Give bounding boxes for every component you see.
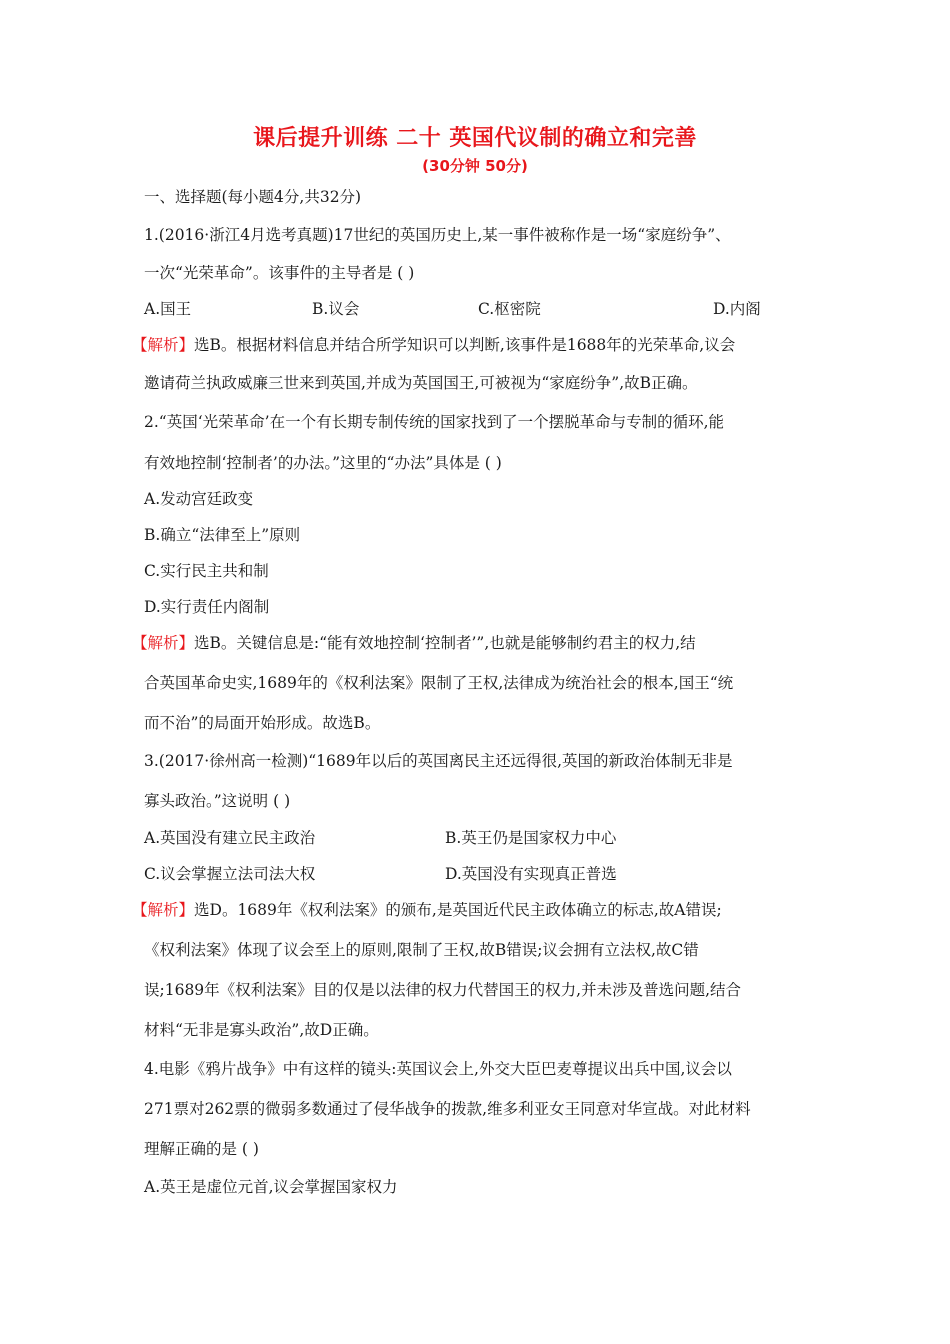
q2-option-c: C.实行民主共和制 [144, 562, 269, 580]
q4-stem-line1: 4.电影《鸦片战争》中有这样的镜头:英国议会上,外交大臣巴麦尊提议出兵中国,议会以 [144, 1060, 732, 1078]
q3-analysis-line3: 误;1689年《权利法案》目的仅是以法律的权力代替国王的权力,并未涉及普选问题,结合 [144, 981, 742, 999]
page-title: 课后提升训练 二十 英国代议制的确立和完善 [253, 126, 697, 151]
analysis-tag: 【解析】 [132, 901, 195, 919]
analysis-tag: 【解析】 [132, 336, 195, 354]
q1-stem-line1: 1.(2016·浙江4月选考真题)17世纪的英国历史上,某一事件被称作是一场“家庭纷争”、 [144, 226, 731, 244]
q1-option-c: C.枢密院 [478, 300, 541, 318]
q1-option-b: B.议会 [312, 300, 360, 318]
q2-analysis-line2: 合英国革命史实,1689年的《权利法案》限制了王权,法律成为统治社会的根本,国王“统 [144, 674, 734, 692]
q3-analysis-line1: 【解析】选D。1689年《权利法案》的颁布,是英国近代民主政体确立的标志,故A错误; [132, 901, 722, 919]
q3-analysis-line2: 《权利法案》体现了议会至上的原则,限制了王权,故B错误;议会拥有立法权,故C错 [144, 941, 699, 959]
page-subtitle: (30分钟 50分) [422, 157, 528, 175]
q2-analysis-line1: 【解析】选B。关键信息是:“能有效地控制‘控制者’”,也就是能够制约君主的权力,结 [132, 634, 696, 652]
q3-option-b: B.英王仍是国家权力中心 [445, 829, 617, 847]
q3-option-c: C.议会掌握立法司法大权 [144, 865, 316, 883]
q3-option-a: A.英国没有建立民主政治 [144, 829, 316, 847]
q2-option-b: B.确立“法律至上”原则 [144, 526, 301, 544]
q1-option-d: D.内阁 [713, 300, 761, 318]
q3-option-d: D.英国没有实现真正普选 [445, 865, 617, 883]
q3-stem-line2: 寡头政治。”这说明 ( ) [144, 792, 291, 810]
q1-analysis-line2: 邀请荷兰执政威廉三世来到英国,并成为英国国王,可被视为“家庭纷争”,故B正确。 [144, 374, 698, 392]
q2-stem-line1: 2.“英国‘光荣革命’在一个有长期专制传统的国家找到了一个摆脱革命与专制的循环,能 [144, 413, 724, 431]
q2-stem-line2: 有效地控制‘控制者’的办法。”这里的“办法”具体是 ( ) [144, 454, 502, 472]
q3-stem-line1: 3.(2017·徐州高一检测)“1689年以后的英国离民主还远得很,英国的新政治体制无非是 [144, 752, 733, 770]
q4-stem-line2: 271票对262票的微弱多数通过了侵华战争的拨款,维多利亚女王同意对华宣战。对此材料 [144, 1100, 751, 1118]
q3-analysis-line4: 材料“无非是寡头政治”,故D正确。 [144, 1021, 379, 1039]
section-heading: 一、选择题(每小题4分,共32分) [144, 188, 362, 206]
analysis-tag: 【解析】 [132, 634, 195, 652]
q1-analysis-line1: 【解析】选B。根据材料信息并结合所学知识可以判断,该事件是1688年的光荣革命,议会 [132, 336, 736, 354]
q2-option-d: D.实行责任内阁制 [144, 598, 270, 616]
q1-stem-line2: 一次“光荣革命”。该事件的主导者是 ( ) [144, 264, 415, 282]
q2-option-a: A.发动宫廷政变 [144, 490, 254, 508]
q4-stem-line3: 理解正确的是 ( ) [144, 1140, 259, 1158]
q1-option-a: A.国王 [144, 300, 192, 318]
q4-option-a: A.英王是虚位元首,议会掌握国家权力 [144, 1178, 398, 1196]
q2-analysis-line3: 而不治”的局面开始形成。故选B。 [144, 714, 381, 732]
